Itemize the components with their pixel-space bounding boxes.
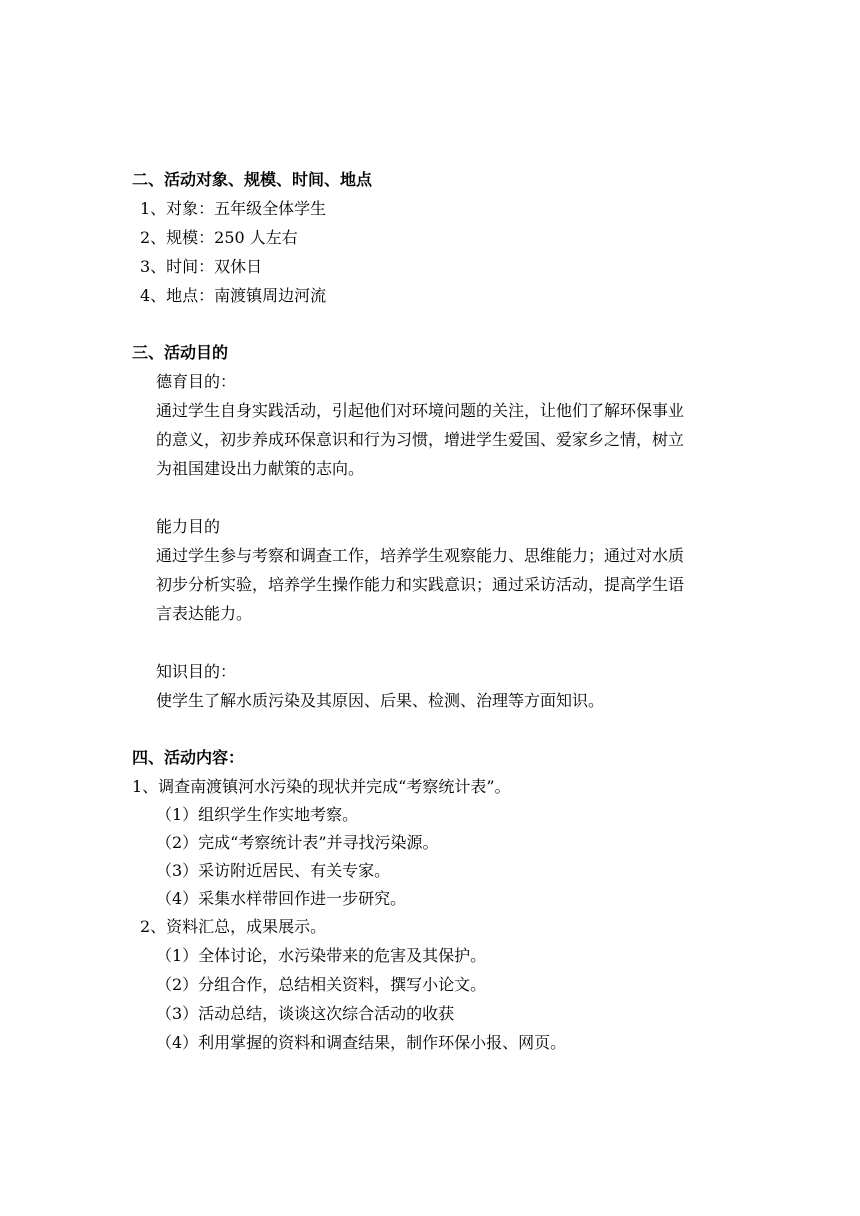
subsection-label-ability: 能力目的: [156, 517, 221, 536]
list-item: 4、地点：南渡镇周边河流: [140, 286, 327, 305]
content-step: （2）分组合作，总结相关资料，撰写小论文。: [156, 975, 487, 994]
subsection-label-moral: 德育目的：: [156, 372, 237, 391]
paragraph-line: 通过学生自身实践活动，引起他们对环境问题的关注，让他们了解环保事业: [156, 401, 685, 420]
list-item: 3、时间：双休日: [140, 257, 263, 276]
content-part-title: 2、资料汇总，成果展示。: [140, 917, 327, 936]
list-item: 1、对象：五年级全体学生: [140, 199, 327, 218]
paragraph-line: 的意义，初步养成环保意识和行为习惯，增进学生爱国、爱家乡之情，树立: [156, 430, 685, 449]
section-heading-goals: 三、活动目的: [132, 343, 229, 362]
content-step: （3）采访附近居民、有关专家。: [156, 861, 391, 880]
content-step: （1）组织学生作实地考察。: [156, 805, 359, 824]
section-heading-targets: 二、活动对象、规模、时间、地点: [132, 170, 373, 189]
paragraph-line: 言表达能力。: [156, 604, 253, 623]
content-step: （1）全体讨论，水污染带来的危害及其保护。: [156, 946, 487, 965]
content-step: （3）活动总结，谈谈这次综合活动的收获: [156, 1004, 455, 1023]
content-step: （4）利用掌握的资料和调查结果，制作环保小报、网页。: [156, 1033, 567, 1052]
paragraph-line: 初步分析实验，培养学生操作能力和实践意识；通过采访活动，提高学生语: [156, 575, 685, 594]
list-item: 2、规模：250 人左右: [140, 228, 298, 247]
paragraph-line: 为祖国建设出力献策的志向。: [156, 459, 365, 478]
content-step: （4）采集水样带回作进一步研究。: [156, 889, 407, 908]
section-heading-content: 四、活动内容：: [132, 748, 245, 767]
content-part-title: 1、调查南渡镇河水污染的现状并完成“考察统计表”。: [132, 777, 511, 796]
content-step: （2）完成“考察统计表”并寻找污染源。: [156, 833, 439, 852]
paragraph-line: 通过学生参与考察和调查工作，培养学生观察能力、思维能力；通过对水质: [156, 546, 685, 565]
subsection-label-knowledge: 知识目的：: [156, 662, 237, 681]
paragraph-line: 使学生了解水质污染及其原因、后果、检测、治理等方面知识。: [156, 691, 605, 710]
